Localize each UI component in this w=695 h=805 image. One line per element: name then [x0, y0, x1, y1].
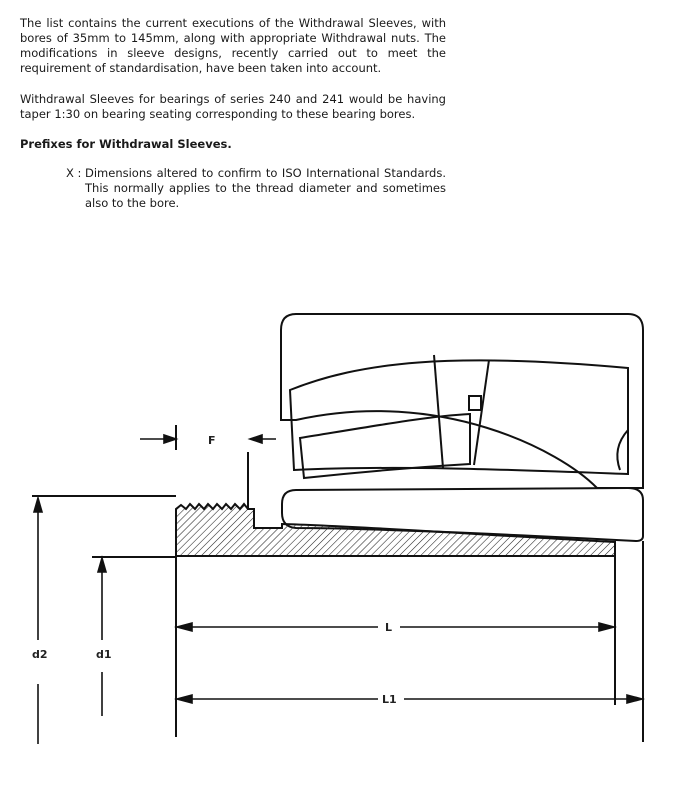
roller-outer	[290, 360, 628, 474]
roller-edge-right	[617, 430, 628, 470]
prefix-code: X :	[66, 166, 82, 180]
label-l1: L1	[382, 693, 397, 706]
withdrawal-sleeve	[176, 504, 615, 556]
dimension-d2	[34, 498, 42, 744]
roller-split-2	[474, 360, 489, 465]
dimension-d1	[98, 558, 106, 716]
label-d2: d2	[32, 648, 48, 661]
bearing	[281, 314, 643, 541]
prefixes-heading: Prefixes for Withdrawal Sleeves.	[20, 137, 232, 151]
intro-paragraph-2: Withdrawal Sleeves for bearings of series 240 and 241 would be having taper 1:30 on bearing seating corresponding to these bearing bores.	[20, 92, 446, 121]
outline-lines	[32, 425, 643, 742]
withdrawal-sleeve-drawing	[0, 240, 695, 805]
roller-split-1	[434, 355, 443, 468]
dimension-l1	[177, 695, 642, 703]
cage-clip	[469, 396, 481, 410]
bearing-outer-ring	[281, 314, 643, 488]
intro-paragraph-1: The list contains the current executions of the Withdrawal Sleeves, with bores of 35mm to 145mm, along with appropriate Withdrawal nuts. The modifications in sleeve designs, recently carried out to meet the requirement of standardisation, have been taken into account.	[20, 16, 446, 75]
dimension-l	[177, 623, 614, 631]
label-d1: d1	[96, 648, 112, 661]
prefix-description: Dimensions altered to confirm to ISO International Standards. This normally applies to the thread diameter and sometimes also to the bore.	[85, 166, 446, 210]
label-l: L	[385, 621, 393, 634]
label-f: F	[208, 434, 216, 447]
